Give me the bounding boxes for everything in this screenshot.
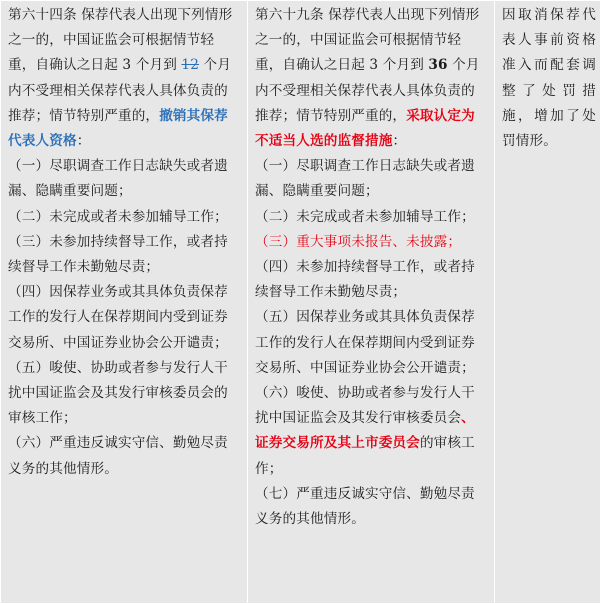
- list-item: （一）尽职调查工作日志缺失或者遗漏、隐瞒重要问题；: [8, 158, 228, 200]
- intro-text: 第六十四条 保荐代表人出现下列情形之一的，中国证监会可根据情节轻重，自确认之日起: [8, 7, 233, 74]
- intro-text: ：: [392, 133, 407, 150]
- remark-cell: [495, 1, 600, 604]
- item-text: 的审核工作；: [255, 435, 475, 477]
- list-item: （二）未完成或者未参加辅导工作；: [8, 208, 228, 225]
- list-item: （五）唆使、协助或者参与发行人干扰中国证监会及其发行审核委员会的审核工作；: [8, 359, 228, 427]
- new-article-intro: [255, 3, 488, 154]
- list-item: （六）严重违反诚实守信、勤勉尽责义务的其他情形。: [8, 435, 228, 477]
- list-item: （七）严重违反诚实守信、勤勉尽责义务的其他情形。: [255, 485, 475, 528]
- intro-text: 个月到: [378, 57, 429, 74]
- deleted-months-end: 12: [181, 57, 200, 74]
- list-item: （二）未完成或者未参加辅导工作；: [255, 208, 475, 225]
- added-penalty-text: 采取认定为不适当人选的监督措施: [255, 107, 475, 150]
- intro-text: 个月内不受理相关保荐代表人具体负责的推荐；情节特别严重的，: [8, 57, 231, 124]
- intro-text: 个月内不受理相关保荐代表人具体负责的推荐；情节特别严重的，: [255, 57, 480, 124]
- added-item-text: 、证券交易所及其上市委员会: [255, 410, 475, 452]
- months-start: 3: [122, 57, 132, 74]
- item-text: （六）唆使、协助或者参与发行人干扰中国证监会及其发行审核委员会: [255, 385, 475, 427]
- list-item: （四）未参加持续督导工作，或者持续督导工作未勤勉尽责；: [255, 259, 475, 301]
- old-article-intro: [8, 3, 241, 154]
- old-article-cell: [1, 1, 248, 604]
- list-item: （四）因保荐业务或其具体负责保荐工作的发行人在保荐期间内受到证券交易所、中国证券业协会公开谴责；: [8, 284, 228, 351]
- added-list-item: （三）重大事项未报告、未披露；: [255, 233, 462, 250]
- list-item: [255, 381, 488, 482]
- new-months-end: 36: [428, 57, 448, 74]
- list-item: （三）未参加持续督导工作，或者持续督导工作未勤勉尽责；: [8, 233, 228, 276]
- intro-text: 个月到: [131, 57, 182, 74]
- deleted-penalty-text: 撤销其保荐代表人资格: [8, 107, 228, 150]
- remark-text: 因取消保荐代表人事前资格准入而配套调整了处罚措施，增加了处罚情形。: [502, 7, 596, 150]
- list-item: （五）因保荐业务或其具体负责保荐工作的发行人在保荐期间内受到证券交易所、中国证券业协会公开谴责；: [255, 309, 475, 376]
- new-article-cell: [248, 1, 495, 604]
- intro-text: 第六十九条 保荐代表人出现下列情形之一的，中国证监会可根据情节轻重，自确认之日起: [255, 7, 480, 74]
- intro-text: ：: [76, 133, 91, 150]
- table-row: [1, 1, 600, 604]
- months-start: 3: [369, 57, 379, 74]
- list-item: （一）尽职调查工作日志缺失或者遗漏、隐瞒重要问题；: [255, 158, 475, 200]
